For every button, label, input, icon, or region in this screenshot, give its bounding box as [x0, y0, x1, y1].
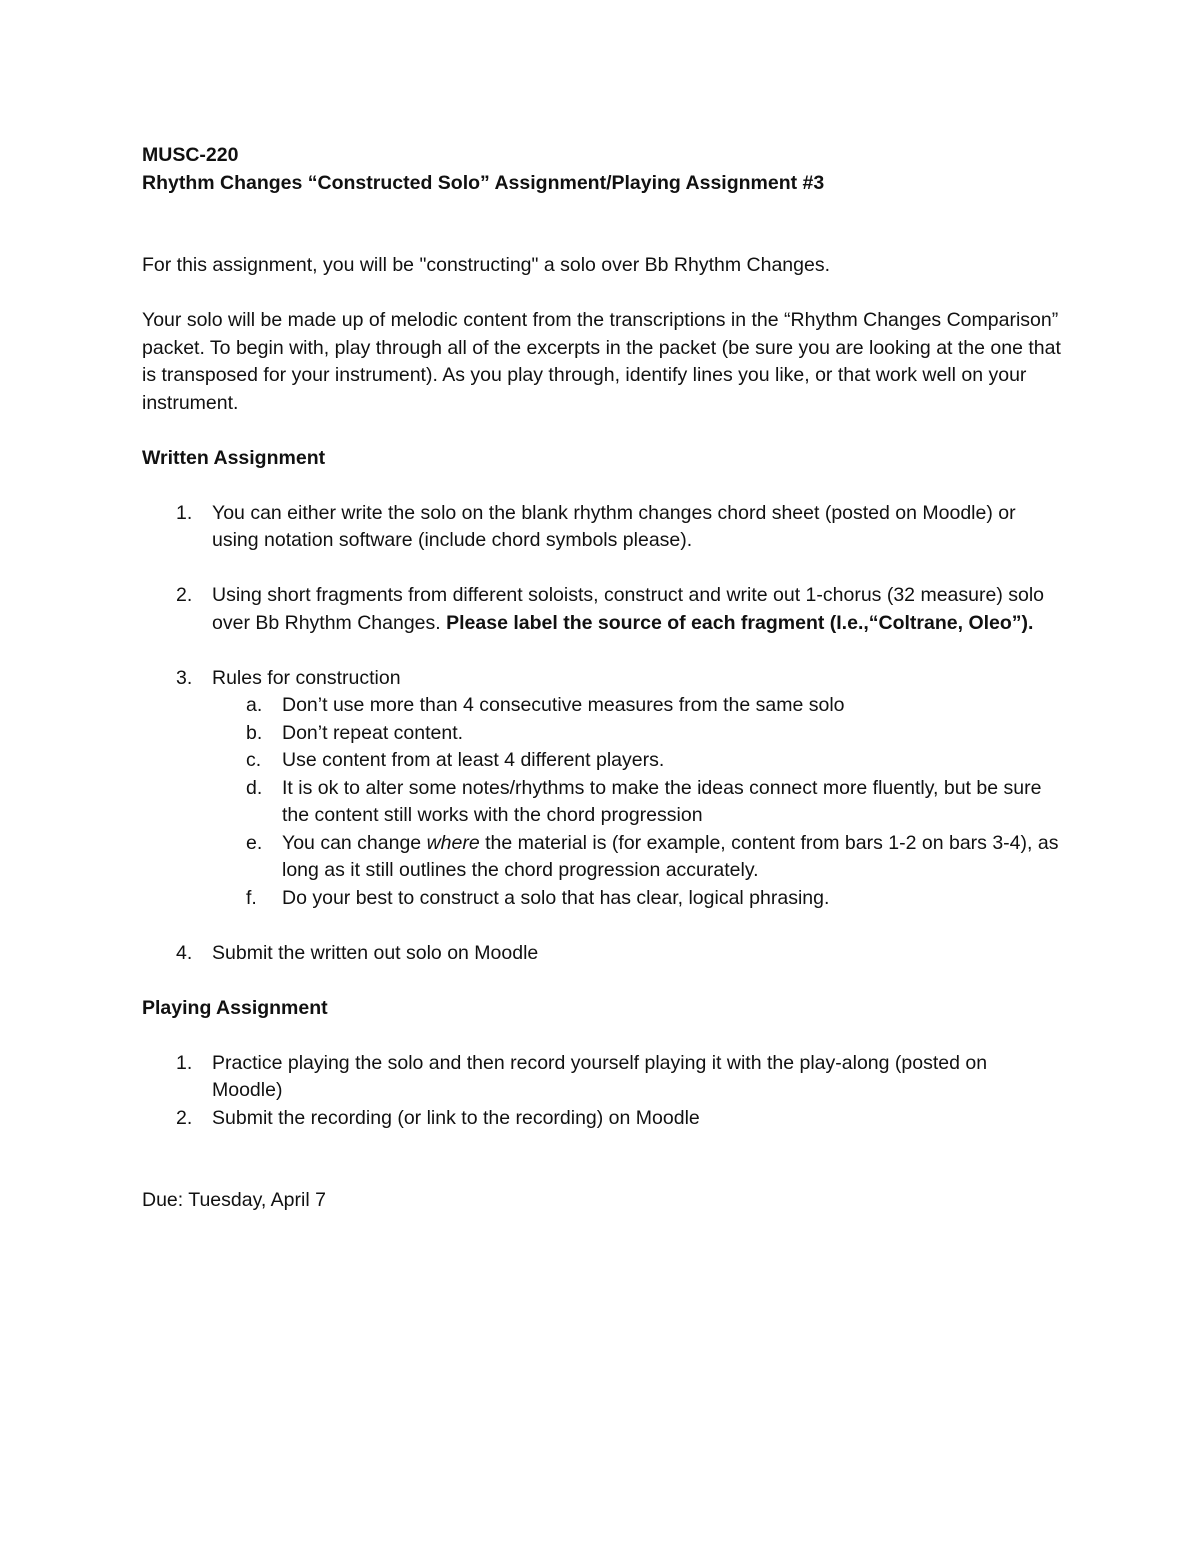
course-code: MUSC-220	[142, 144, 239, 166]
rule-text: It is ok to alter some notes/rhythms to make the ideas connect more fluently, but be sure the content still works with the chord progression	[282, 776, 1042, 826]
construction-rules-list	[212, 692, 1062, 912]
rule-item	[212, 692, 1062, 720]
rule-letter: e.	[246, 831, 263, 854]
rule-text: Don’t repeat content.	[282, 721, 464, 744]
rule-letter: a.	[246, 694, 263, 716]
rule-text-italic: where	[426, 831, 480, 854]
list-item-text: Submit the written out solo on Moodle	[212, 941, 539, 964]
written-assignment-list	[142, 500, 1062, 968]
playing-assignment-heading: Playing Assignment	[142, 996, 328, 1019]
list-item-bold-text: Please label the source of each fragment (I.e.,“Coltrane, Oleo”).	[446, 611, 1034, 634]
assignment-title: Rhythm Changes “Constructed Solo” Assignment/Playing Assignment #3	[142, 171, 825, 194]
list-item-text: Submit the recording (or link to the recording) on Moodle	[212, 1106, 700, 1129]
list-item-text: Rules for construction	[212, 666, 401, 689]
rule-letter: c.	[246, 749, 262, 771]
rule-item	[212, 830, 1062, 885]
list-item-text: Using short fragments from different soloists, construct and write out 1-chorus (32 measure) solo over Bb Rhythm Changes.	[212, 584, 1044, 634]
rule-letter: b.	[246, 721, 263, 744]
due-date: Due: Tuesday, April 7	[142, 1189, 326, 1211]
rule-item	[212, 720, 1062, 748]
rule-text: Use content from at least 4 different players.	[282, 749, 665, 771]
rule-text-post: the material is (for example, content from bars 1-2 on bars 3-4), as long as it still outlines the chord progression accurately.	[282, 831, 1059, 881]
list-item-text: Practice playing the solo and then record yourself playing it with the play-along (posted on Moodle)	[212, 1051, 988, 1101]
list-item	[142, 1050, 1062, 1105]
list-number: 2.	[176, 584, 193, 606]
list-number: 1.	[176, 1051, 193, 1074]
rule-text-pre: You can change	[282, 831, 427, 854]
list-number: 3.	[176, 666, 193, 689]
list-item	[142, 500, 1062, 555]
list-item-text: You can either write the solo on the blank rhythm changes chord sheet (posted on Moodle) or using notation software (include chord symbols please).	[212, 501, 1016, 551]
written-assignment-heading: Written Assignment	[142, 446, 326, 469]
list-item	[142, 582, 1062, 637]
rule-text: Do your best to construct a solo that has clear, logical phrasing.	[282, 886, 830, 909]
list-item	[142, 940, 1062, 968]
list-number: 4.	[176, 941, 193, 964]
document-body	[142, 142, 1062, 1215]
rule-item	[212, 747, 1062, 775]
intro-paragraph-2: Your solo will be made up of melodic content from the transcriptions in the “Rhythm Changes Comparison” packet. To begin with, play through all of the excerpts in the packet (be sure you are looking at the one that is transposed for your instrument). As you play through, identify lines you like, or that work well on your instrument.	[142, 309, 1061, 414]
list-item	[142, 665, 1062, 913]
rule-item	[212, 885, 1062, 913]
intro-paragraph-1: For this assignment, you will be "constructing" a solo over Bb Rhythm Changes.	[142, 254, 830, 276]
rule-letter: d.	[246, 776, 263, 799]
playing-assignment-list	[142, 1050, 1062, 1133]
list-number: 1.	[176, 501, 193, 524]
rule-text: Don’t use more than 4 consecutive measures from the same solo	[282, 694, 845, 716]
list-item	[142, 1105, 1062, 1133]
rule-letter: f.	[246, 886, 257, 909]
list-number: 2.	[176, 1106, 193, 1129]
rule-item	[212, 775, 1062, 830]
